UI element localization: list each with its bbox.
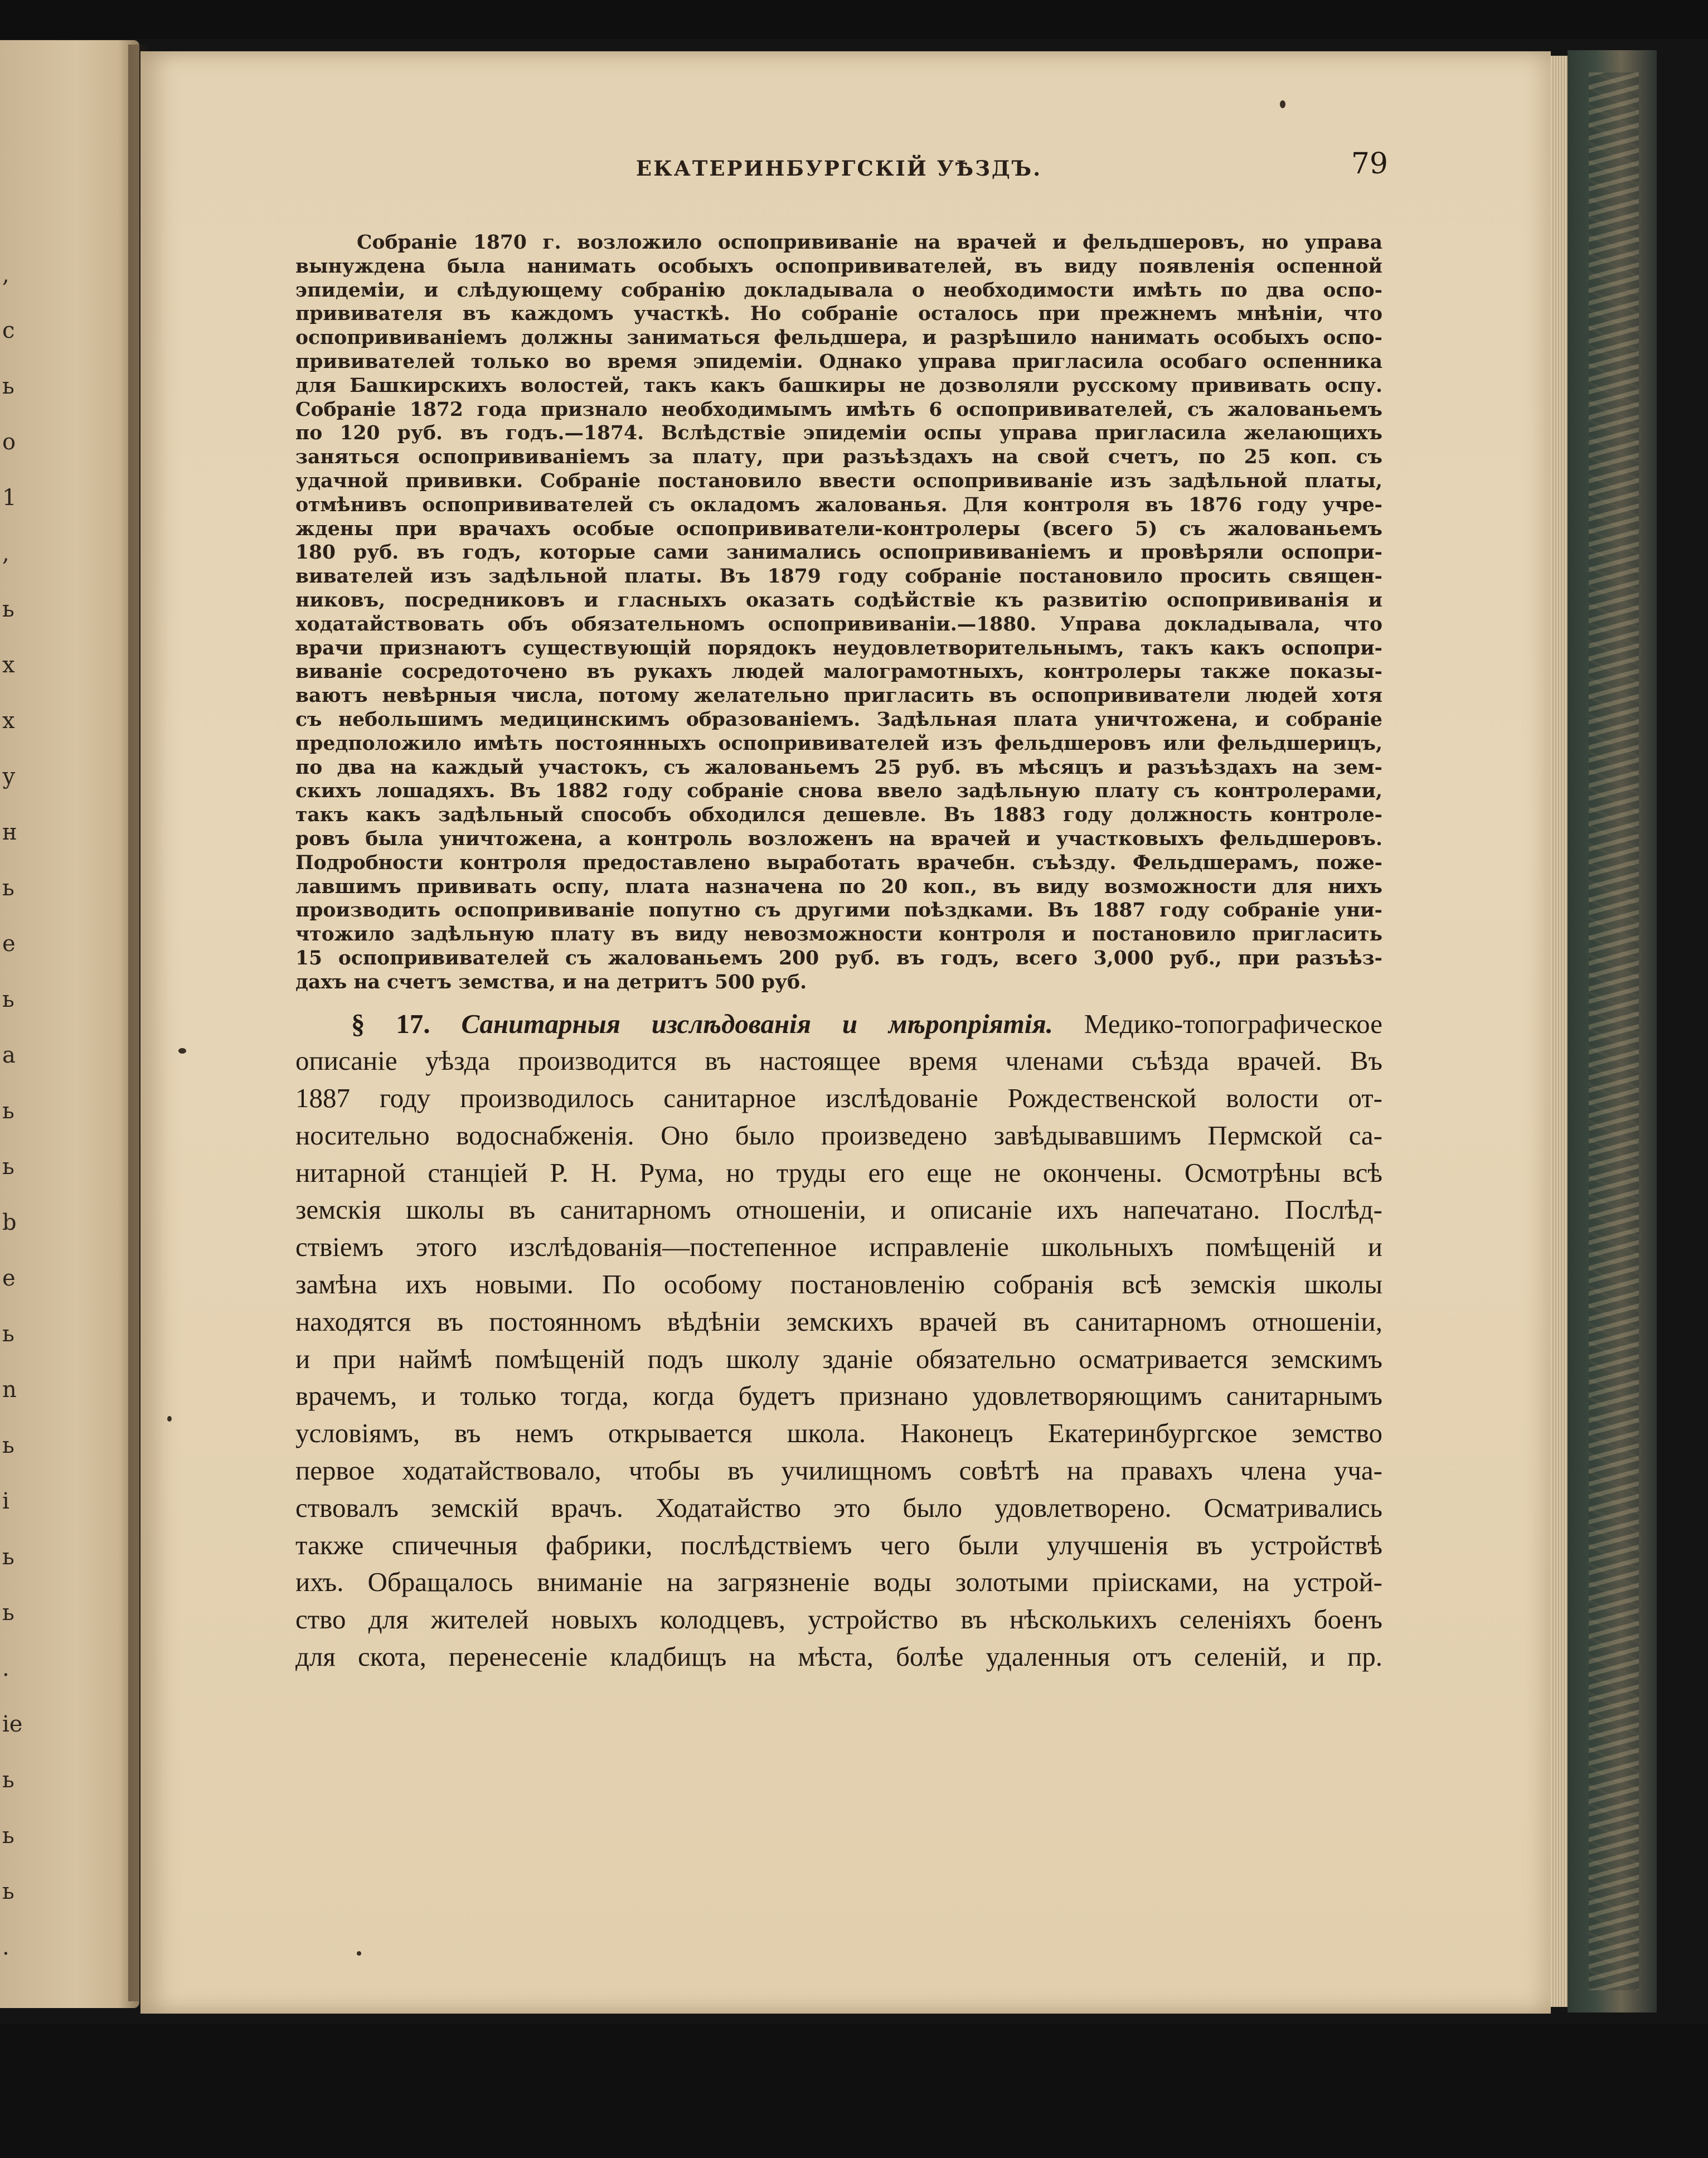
small-text-line: ровъ была уничтожена, а контроль возложенъ на врачей и участковыхъ фельдшеровъ.: [295, 827, 1382, 850]
body-text-line: описаніе уѣзда производится въ настоящее время членами съѣзда врачей. Въ: [295, 1045, 1382, 1076]
marbled-cover-pattern: [1589, 72, 1639, 1990]
small-text-line: заняться оспопрививаніемъ за плату, при разъѣздахъ на свой счетъ, по 25 коп. съ: [295, 446, 1382, 469]
left-page-fragment: ь: [2, 597, 14, 622]
body-text-line: также спичечныя фабрики, послѣдствіемъ чего были улучшенія въ устройствѣ: [295, 1529, 1382, 1560]
left-page-fragment: х: [2, 708, 15, 734]
left-page-fragment: b: [2, 1210, 17, 1235]
left-page-fragment: e: [2, 1265, 16, 1291]
small-text-line: такъ какъ задѣльный способъ обходился дешевле. Въ 1883 году должность контроле-: [295, 804, 1382, 827]
scanner-backdrop-top: [0, 0, 1708, 39]
left-page-fragment: ь: [2, 1154, 14, 1180]
page-block-edge: [1551, 56, 1568, 2007]
left-page-fragment: ь: [2, 1823, 14, 1849]
small-text-line: 180 руб. въ годъ, которые сами занимались оспопрививаніемъ и провѣряли оспопри-: [295, 541, 1382, 564]
body-text-line: находятся въ постоянномъ вѣдѣніи земскихъ врачей въ санитарномъ отношеніи,: [295, 1306, 1382, 1337]
small-text-line: врачи признаютъ существующій порядокъ неудовлетворительнымъ, такъ какъ оспопри-: [295, 637, 1382, 659]
left-page-fragment: .: [2, 1656, 9, 1681]
small-text-line: чтожило задѣльную плату въ виду невозможности контроля и постановило пригласить: [295, 923, 1382, 946]
body-text-line: ство для жителей новыхъ колодцевъ, устройство въ нѣсколькихъ селеніяхъ боенъ: [295, 1604, 1382, 1635]
section-17-body: [295, 1006, 1382, 1676]
small-text-line: лавшимъ прививать оспу, плата назначена по 20 коп., въ виду возможности для нихъ: [295, 875, 1382, 898]
small-text-line: Собраніе 1872 года признало необходимымъ имѣть 6 оспопрививателей, съ жалованьемъ: [295, 398, 1382, 421]
small-text-line: ждены при врачахъ особые оспопрививатели-контролеры (всего 5) съ жалованьемъ: [295, 517, 1382, 540]
small-text-line: производить оспопрививаніе попутно съ другими поѣздками. Въ 1887 году собраніе уни-: [295, 899, 1382, 922]
small-text-line: по два на каждый участокъ, съ жалованьемъ 25 руб. въ мѣсяцъ и разъѣздахъ на зем-: [295, 756, 1382, 779]
left-page-fragment: ь: [2, 1767, 14, 1793]
body-text-line: ствіемъ этого изслѣдованія—постепенное исправленіе школьныхъ помѣщеній и: [295, 1231, 1382, 1263]
left-page-fragment: ,: [2, 262, 9, 288]
small-text-line: предположило имѣть постоянныхъ оспопрививателей изъ фельдшеровъ или фельдшерицъ,: [295, 732, 1382, 755]
small-text-line: ходатайствовать объ обязательномъ оспопрививаніи.—1880. Управа докладывала, что: [295, 613, 1382, 636]
body-text-line: земскія школы въ санитарномъ отношеніи, и описаніе ихъ напечатано. Послѣд-: [295, 1194, 1382, 1225]
body-text-line: нитарной станціей Р. Н. Рума, но труды его еще не окончены. Осмотрѣны всѣ: [295, 1157, 1382, 1188]
body-text-line: носительно водоснабженія. Оно было произведено завѣдывавшимъ Пермской са-: [295, 1119, 1382, 1151]
ink-speck: [167, 1416, 172, 1422]
body-text-line: ствовалъ земскій врачъ. Ходатайство это было удовлетворено. Осматривались: [295, 1492, 1382, 1523]
small-text-line: прививателя въ каждомъ участкѣ. Но собраніе осталось при прежнемъ мнѣніи, что: [295, 303, 1382, 326]
small-text-line: эпидеміи, и слѣдующему собранію докладывала о необходимости имѣть по два оспо-: [295, 279, 1382, 302]
small-text-line: дахъ на счетъ земства, и на детритъ 500 руб.: [295, 971, 807, 993]
page-number: 79: [1351, 147, 1388, 181]
left-page-fragment: с: [2, 318, 15, 343]
section-first-line-rest: Медико-топографическое: [1084, 1008, 1382, 1039]
left-page-fragment: ь: [2, 1321, 14, 1347]
small-text-line: отмѣнивъ оспопрививателей съ окладомъ жалованья. Для контроля въ 1876 году учре-: [295, 493, 1382, 516]
small-text-line: вынуждена была нанимать особыхъ оспопрививателей, въ виду появленія оспенной: [295, 255, 1382, 278]
left-page-fragment: a: [2, 1042, 16, 1068]
section-title: Санитарныя изслѣдованія и мѣропріятія.: [461, 1008, 1054, 1039]
left-page-fragment: ь: [2, 1544, 14, 1570]
left-page-fragment: ,: [2, 541, 9, 566]
small-text-line: ваютъ невѣрныя числа, потому желательно пригласить въ оспопрививатели людей хотя: [295, 685, 1382, 707]
scanner-backdrop-bottom: [0, 2024, 1708, 2158]
body-text-line: замѣна ихъ новыми. По особому постановленію собранія всѣ земскія школы: [295, 1269, 1382, 1300]
left-page-fragment: х: [2, 652, 15, 678]
left-page-fragment: .: [2, 1934, 9, 1960]
small-text-line: съ небольшимъ медицинскимъ образованіемъ. Задѣльная плата уничтожена, и собраніе: [295, 708, 1382, 731]
left-page-fragment: н: [2, 819, 17, 845]
left-page-fragment: ь: [2, 1600, 14, 1626]
small-text-line: Собраніе 1870 г. возложило оспопрививаніе на врачей и фельдшеровъ, но управа: [357, 231, 1382, 254]
small-text-line: Подробности контроля предоставлено выработать врачебн. съѣзду. Фельдшерамъ, поже-: [295, 851, 1382, 874]
small-text-line: удачной прививки. Собраніе постановило ввести оспопрививаніе изъ задѣльной платы,: [295, 469, 1382, 492]
body-text-line: первое ходатайствовало, чтобы въ училищномъ совѣтѣ на правахъ члена уча-: [295, 1455, 1382, 1486]
page-header: [295, 140, 1388, 191]
body-text-line: условіямъ, въ немъ открывается школа. Наконецъ Екатеринбургское земство: [295, 1418, 1382, 1449]
body-text-line: врачемъ, и только тогда, когда будетъ признано удовлетворяющимъ санитарнымъ: [295, 1380, 1382, 1412]
small-text-line: виваніе сосредоточено въ рукахъ людей малограмотныхъ, контролеры также показы-: [295, 661, 1382, 683]
left-page-fragment: n: [2, 1377, 17, 1403]
small-text-line: для Башкирскихъ волостей, такъ какъ башкиры не дозволяли русскому прививать оспу.: [295, 374, 1382, 397]
running-title: ЕКАТЕРИНБУРГСКІЙ УѢЗДЪ.: [635, 156, 1042, 181]
left-page-fragment: i: [2, 1488, 9, 1514]
left-page-fragment: ь: [2, 1433, 14, 1458]
left-page-fragment: ь: [2, 875, 14, 901]
section-number: § 17.: [351, 1008, 430, 1039]
left-page-fragment: ь: [2, 374, 14, 399]
body-text-line: 1887 году производилось санитарное изслѣдованіе Рождественской волости от-: [295, 1083, 1382, 1114]
small-text-line: прививателей только во время эпидеміи. Однако управа пригласила особаго оспенника: [295, 350, 1382, 373]
left-page-fragment: ь: [2, 1879, 14, 1904]
left-page-fragment: ie: [2, 1711, 23, 1737]
ink-speck: [178, 1048, 186, 1054]
ink-speck: [1280, 100, 1285, 108]
left-page-fragment: e: [2, 931, 16, 957]
left-page-fragment: ь: [2, 1098, 14, 1124]
small-print-paragraph: [295, 231, 1382, 995]
section-heading-line: [295, 1006, 1382, 1043]
left-page-fragment: о: [2, 429, 16, 455]
small-text-line: по 120 руб. въ годъ.—1874. Вслѣдствіе эпидеміи оспы управа пригласила желающихъ: [295, 422, 1382, 445]
small-text-line: вивателей изъ задѣльной платы. Въ 1879 году собраніе постановило просить священ-: [295, 565, 1382, 588]
body-text-line: и при наймѣ помѣщеній подъ школу зданіе обязательно осматривается земскимъ: [295, 1343, 1382, 1374]
ink-speck: [357, 1951, 361, 1956]
small-text-line: никовъ, посредниковъ и гласныхъ оказать содѣйствіе къ развитію оспопрививанія и: [295, 589, 1382, 612]
left-page-fragment: 1: [2, 485, 17, 511]
small-text-line: 15 оспопрививателей съ жалованьемъ 200 руб. въ годъ, всего 3,000 руб., при разъѣз-: [295, 947, 1382, 969]
page-content: [295, 140, 1388, 1676]
left-page-text-fragments: [0, 0, 22, 2158]
body-text-line: для скота, перенесеніе кладбищъ на мѣста, болѣе удаленныя отъ селеній, и пр.: [295, 1641, 1382, 1672]
left-page-fragment: у: [2, 764, 16, 789]
body-text-line: ихъ. Обращалось вниманіе на загрязненіе воды золотыми пріисками, на устрой-: [295, 1567, 1382, 1598]
left-page-fragment: ь: [2, 987, 14, 1012]
small-text-line: скихъ лошадяхъ. Въ 1882 году собраніе снова ввело задѣльную плату съ контролерами,: [295, 780, 1382, 803]
small-text-line: оспопрививаніемъ должны заниматься фельдшера, и разрѣшило нанимать особыхъ оспо-: [295, 327, 1382, 350]
